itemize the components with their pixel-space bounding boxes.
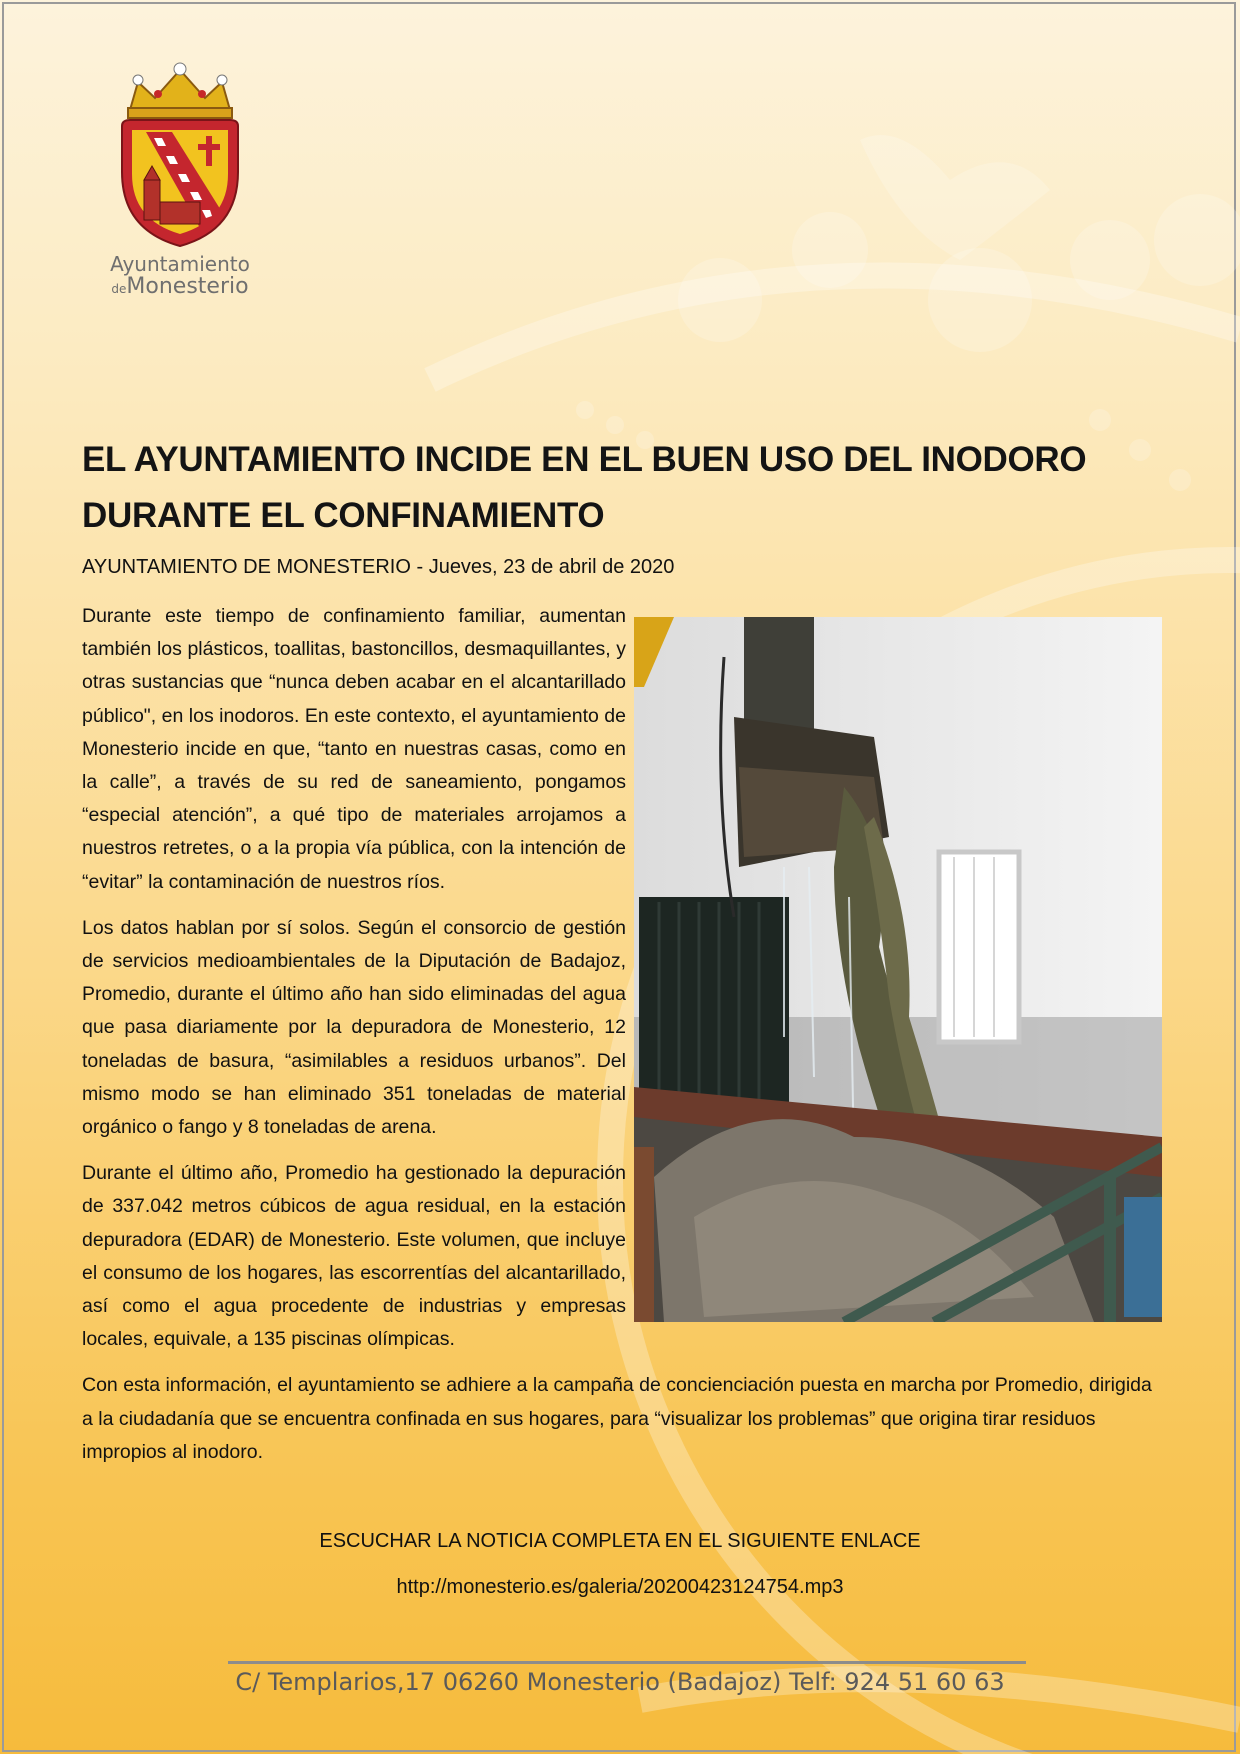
article-byline: AYUNTAMIENTO DE MONESTERIO - Jueves, 23 de abril de 2020 — [82, 556, 675, 578]
wastewater-screening-photo — [634, 617, 1162, 1322]
coat-of-arms-icon — [110, 62, 250, 252]
body-paragraph-4: Con esta información, el ayuntamiento se adhiere a la campaña de concienciación puesta en marcha por Promedio, dirigida a la ciudadanía que se encuentra confinada en sus hogares, para “visualizar los problemas” que origina tirar residuos impropios al inodoro. — [82, 1374, 1152, 1463]
article-body — [82, 600, 1162, 1482]
body-paragraph-1: Durante este tiempo de confinamiento familiar, aumentan también los plásticos, toallitas, bastoncillos, desmaquillantes, y otras sustancias que “nunca deben acabar en el alcantarillado público", en los inodoros. En este contexto, el ayuntamiento de Monesterio incide en que, “tanto en nuestras casas, como en la calle”, a través de su red de saneamiento, pongamos “especial atención”, a qué tipo de materiales arrojamos a nuestros retretes, o a la propia vía pública, con la intención de “evitar” la contaminación de nuestros ríos. — [82, 605, 626, 893]
body-paragraph-2: Los datos hablan por sí solos. Según el consorcio de gestión de servicios medioambientales de la Diputación de Badajoz, Promedio, durante el último año han sido eliminadas del agua que pasa diariamente por la depuradora de Monesterio, 12 toneladas de basura, “asimilables a residuos urbanos”. Del mismo modo se han eliminado 351 toneladas de material orgánico o fango y 8 toneladas de arena. — [82, 916, 626, 1139]
body-paragraph-3: Durante el último año, Promedio ha gestionado la depuración de 337.042 metros cúbicos de agua residual, en la estación depuradora (EDAR) de Monesterio. Este volumen, que incluye el consumo de los hogares, las escorrentías del alcantarillado, así como el agua procedente de industrias y empresas locales, equivale, a 135 piscinas olímpicas. — [82, 1162, 626, 1351]
footer-address: C/ Templarios,17 06260 Monesterio (Badajoz) Telf: 924 51 60 63 — [235, 1668, 1005, 1696]
logo-line-ayuntamiento: Ayuntamiento — [110, 252, 250, 276]
footer-divider — [228, 1661, 1026, 1664]
logo-line-de: de — [111, 282, 127, 296]
logo-line-monesterio: Monesterio — [126, 274, 249, 299]
article-title: EL AYUNTAMIENTO INCIDE EN EL BUEN USO DEL INODORO DURANTE EL CONFINAMIENTO — [82, 440, 1087, 535]
municipality-logo — [105, 62, 255, 302]
article-photo — [634, 617, 1162, 1322]
listen-label: ESCUCHAR LA NOTICIA COMPLETA EN EL SIGUIENTE ENLACE — [319, 1530, 921, 1552]
audio-link[interactable]: http://monesterio.es/galeria/20200423124754.mp3 — [396, 1576, 844, 1598]
